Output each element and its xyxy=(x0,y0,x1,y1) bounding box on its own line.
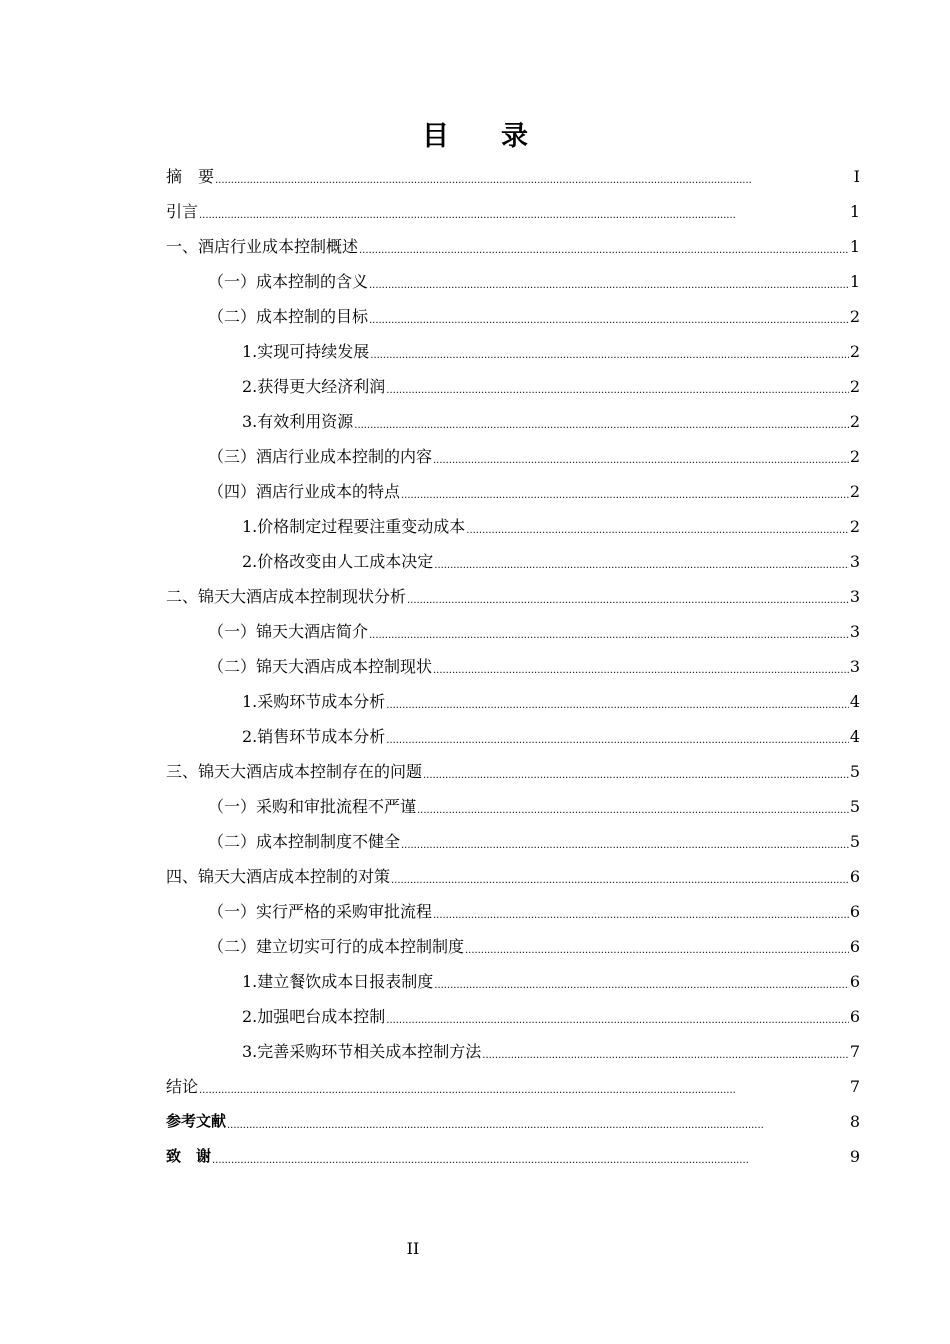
toc-entry-page: 6 xyxy=(849,937,860,956)
toc-entry[interactable] xyxy=(166,264,860,299)
toc-entry[interactable] xyxy=(166,439,860,474)
toc-entry-page: 3 xyxy=(849,622,860,641)
toc-dot-leader xyxy=(401,474,849,509)
toc-entry[interactable] xyxy=(166,229,860,264)
toc-dot-leader xyxy=(386,369,849,404)
toc-entry-text: （二）成本控制制度不健全 xyxy=(208,832,401,851)
toc-entry-text: 二、锦天大酒店成本控制现状分析 xyxy=(166,587,407,606)
toc-entry-page: 5 xyxy=(849,762,860,781)
toc-entry-text: 致 谢 xyxy=(166,1147,212,1165)
toc-entry[interactable] xyxy=(166,1139,860,1174)
toc-entry-page: 7 xyxy=(849,1077,860,1096)
toc-entry[interactable] xyxy=(166,964,860,999)
toc-entry[interactable] xyxy=(166,1104,860,1139)
toc-entry-page: 7 xyxy=(849,1042,860,1061)
toc-entry[interactable] xyxy=(166,754,860,789)
toc-entry[interactable] xyxy=(166,159,860,194)
toc-entry-text: 3.有效利用资源 xyxy=(242,412,354,431)
toc-entry-text: （二）锦天大酒店成本控制现状 xyxy=(208,657,433,676)
toc-entry[interactable] xyxy=(166,509,860,544)
toc-dot-leader xyxy=(434,544,849,579)
toc-dot-leader xyxy=(199,194,849,229)
toc-dot-leader xyxy=(423,754,849,789)
toc-dot-leader xyxy=(417,789,849,824)
toc-entry-page: 4 xyxy=(849,692,860,711)
toc-title-char-1: 目 xyxy=(422,121,449,152)
toc-entry[interactable] xyxy=(166,789,860,824)
toc-entry[interactable] xyxy=(166,824,860,859)
toc-entry[interactable] xyxy=(166,544,860,579)
toc-dot-leader xyxy=(369,264,849,299)
toc-entry-text: （二）建立切实可行的成本控制制度 xyxy=(208,937,465,956)
toc-entry-page: 6 xyxy=(849,867,860,886)
toc-entry-text: 2.加强吧台成本控制 xyxy=(242,1007,386,1026)
toc-dot-leader xyxy=(433,649,849,684)
toc-dot-leader xyxy=(359,229,849,264)
toc-dot-leader xyxy=(386,999,849,1034)
toc-entry-page: 6 xyxy=(849,902,860,921)
toc-entry-text: 3.完善采购环节相关成本控制方法 xyxy=(242,1042,482,1061)
toc-dot-leader xyxy=(433,439,849,474)
toc-dot-leader xyxy=(407,579,849,614)
toc-entry-text: （二）成本控制的目标 xyxy=(208,307,369,326)
toc-dot-leader xyxy=(466,509,849,544)
toc-entry-page: 2 xyxy=(849,307,860,326)
toc-entry-text: （一）成本控制的含义 xyxy=(208,272,369,291)
toc-dot-leader xyxy=(199,1069,849,1104)
toc-dot-leader xyxy=(434,964,849,999)
toc-dot-leader xyxy=(369,299,849,334)
toc-entry-text: （一）实行严格的采购审批流程 xyxy=(208,902,433,921)
footer-page-number: II xyxy=(406,1239,420,1258)
toc-entry-page: 2 xyxy=(849,482,860,501)
toc-entry-text: （一）锦天大酒店简介 xyxy=(208,622,369,641)
toc-entry-text: 四、锦天大酒店成本控制的对策 xyxy=(166,867,391,886)
toc-entry[interactable] xyxy=(166,859,860,894)
toc-entry[interactable] xyxy=(166,474,860,509)
toc-entry[interactable] xyxy=(166,299,860,334)
toc-entry-text: 2.获得更大经济利润 xyxy=(242,377,386,396)
toc-entry[interactable] xyxy=(166,404,860,439)
toc-entry-page: 2 xyxy=(849,517,860,536)
toc-entry-text: 1.价格制定过程要注重变动成本 xyxy=(242,517,466,536)
toc-entry-text: 1.建立餐饮成本日报表制度 xyxy=(242,972,434,991)
toc-entry[interactable] xyxy=(166,334,860,369)
toc-entry-text: （三）酒店行业成本控制的内容 xyxy=(208,447,433,466)
toc-dot-leader xyxy=(212,1139,849,1174)
toc-entry-text: 摘 要 xyxy=(166,167,215,186)
toc-entry-page: 3 xyxy=(849,657,860,676)
toc-title-char-2: 录 xyxy=(501,121,528,152)
toc-entry-text: 三、锦天大酒店成本控制存在的问题 xyxy=(166,762,423,781)
toc-entry-page: 6 xyxy=(849,972,860,991)
toc-entry-page: 3 xyxy=(849,552,860,571)
toc-entry-page: 1 xyxy=(849,237,860,256)
toc-entry[interactable] xyxy=(166,649,860,684)
toc-dot-leader xyxy=(370,334,849,369)
toc-dot-leader xyxy=(386,684,849,719)
toc-dot-leader xyxy=(354,404,849,439)
toc-entry-text: 一、酒店行业成本控制概述 xyxy=(166,237,359,256)
toc-title xyxy=(0,114,950,153)
toc-dot-leader xyxy=(386,719,849,754)
toc-entry-page: 5 xyxy=(849,797,860,816)
toc-entry-page: 2 xyxy=(849,447,860,466)
toc-dot-leader xyxy=(215,159,851,194)
toc-entry-page: 3 xyxy=(849,587,860,606)
toc-entry[interactable] xyxy=(166,579,860,614)
toc-entry-page: 5 xyxy=(849,832,860,851)
toc-entry-text: 1.实现可持续发展 xyxy=(242,342,370,361)
toc-entry-text: 1.采购环节成本分析 xyxy=(242,692,386,711)
toc-entry-text: （一）采购和审批流程不严谨 xyxy=(208,797,417,816)
toc-entry[interactable] xyxy=(166,999,860,1034)
toc-dot-leader xyxy=(369,614,849,649)
toc-entry-page: 4 xyxy=(849,727,860,746)
toc-list xyxy=(166,159,860,1174)
toc-dot-leader xyxy=(465,929,849,964)
toc-entry-page: 6 xyxy=(849,1007,860,1026)
toc-entry[interactable] xyxy=(166,1069,860,1104)
toc-dot-leader xyxy=(433,894,849,929)
toc-entry-text: 结论 xyxy=(166,1077,199,1096)
toc-entry-text: 2.价格改变由人工成本决定 xyxy=(242,552,434,571)
toc-dot-leader xyxy=(391,859,849,894)
toc-entry[interactable] xyxy=(166,369,860,404)
toc-entry-page: 2 xyxy=(849,377,860,396)
toc-entry-page: 1 xyxy=(849,202,860,221)
toc-entry-page: 2 xyxy=(849,412,860,431)
toc-entry-page: 2 xyxy=(849,342,860,361)
toc-entry[interactable] xyxy=(166,719,860,754)
toc-entry[interactable] xyxy=(166,1034,860,1069)
toc-entry-text: 2.销售环节成本分析 xyxy=(242,727,386,746)
toc-entry-text: （四）酒店行业成本的特点 xyxy=(208,482,401,501)
toc-entry[interactable] xyxy=(166,194,860,229)
toc-entry[interactable] xyxy=(166,894,860,929)
toc-entry-page: I xyxy=(853,167,860,186)
toc-entry[interactable] xyxy=(166,614,860,649)
toc-entry-page: 1 xyxy=(849,272,860,291)
toc-dot-leader xyxy=(482,1034,849,1069)
toc-dot-leader xyxy=(401,824,849,859)
toc-entry-page: 9 xyxy=(849,1147,860,1166)
toc-dot-leader xyxy=(227,1104,849,1139)
toc-entry-text: 引言 xyxy=(166,202,199,221)
toc-entry-text: 参考文献 xyxy=(166,1112,227,1130)
toc-entry[interactable] xyxy=(166,929,860,964)
toc-entry-page: 8 xyxy=(849,1112,860,1131)
toc-entry[interactable] xyxy=(166,684,860,719)
